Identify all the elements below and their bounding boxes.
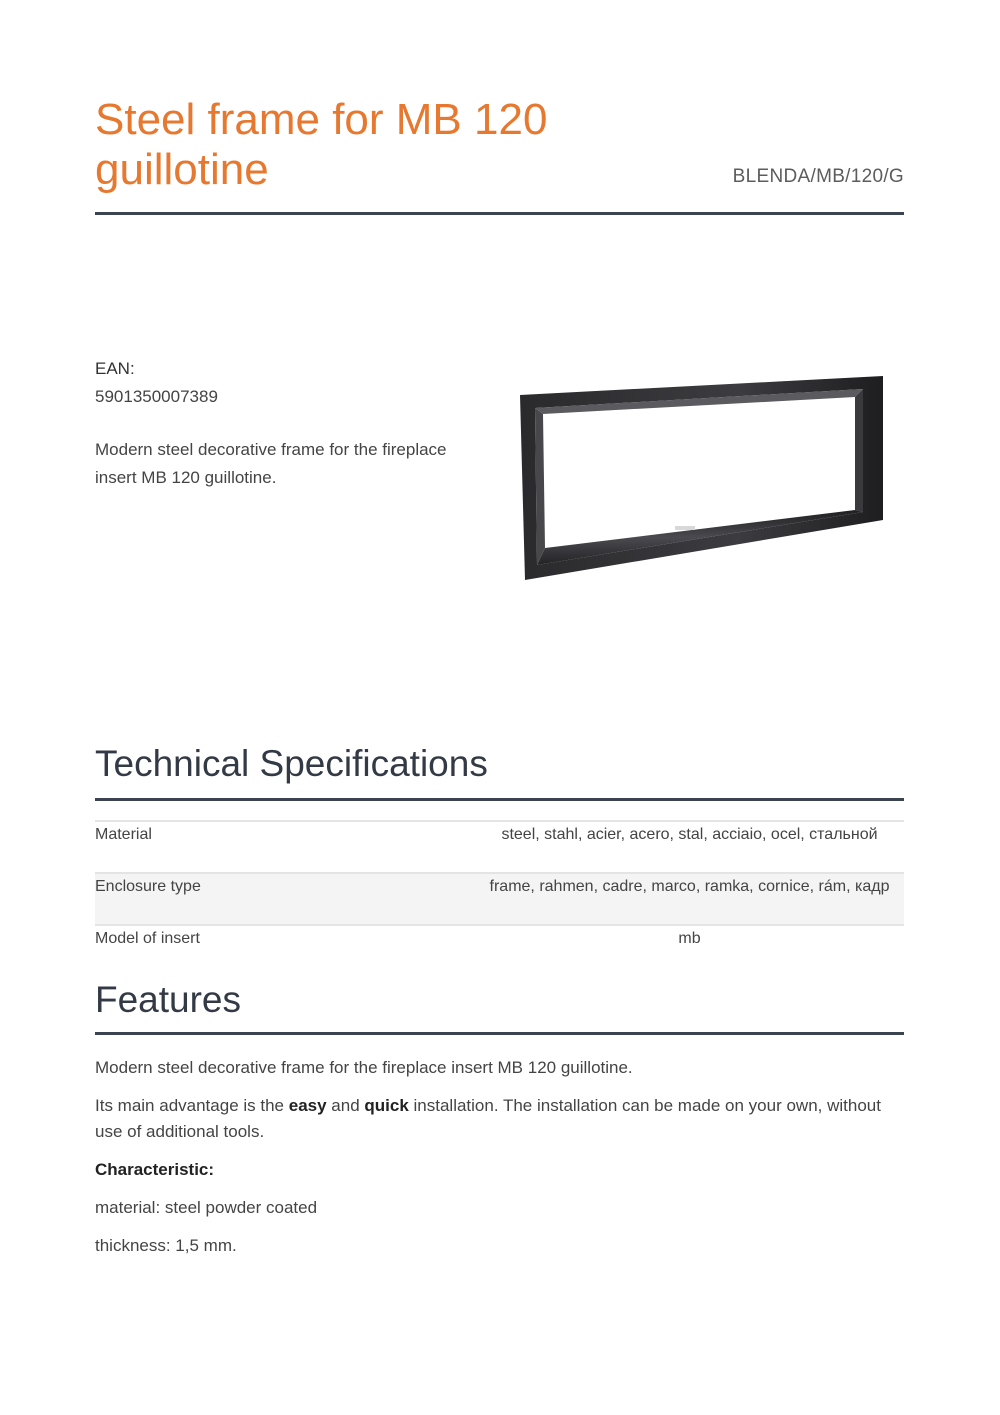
characteristic-material: material: steel powder coated — [95, 1198, 318, 1217]
features-paragraph — [95, 1093, 904, 1145]
spec-label: Material — [95, 826, 152, 843]
features-paragraph: Modern steel decorative frame for the fireplace insert MB 120 guillotine. — [95, 1058, 633, 1077]
table-row — [95, 873, 904, 925]
emphasis-easy: easy — [288, 1096, 327, 1115]
features-divider — [95, 1032, 904, 1035]
page-title: Steel frame for MB 120 guillotine — [95, 95, 548, 194]
table-row — [95, 925, 904, 953]
specs-title: Technical Specifications — [95, 743, 488, 784]
spec-value: frame, rahmen, cadre, marco, ramka, cornice, rám, кадр — [489, 878, 890, 895]
intro-description: Modern steel decorative frame for the fireplace insert MB 120 guillotine. — [95, 440, 447, 487]
ean-value: 5901350007389 — [95, 387, 218, 406]
emphasis-quick: quick — [364, 1096, 409, 1115]
features-body — [95, 1055, 904, 1271]
specs-table — [95, 820, 904, 953]
characteristic-heading — [95, 1157, 904, 1183]
table-row — [95, 821, 904, 873]
spec-label: Model of insert — [95, 930, 200, 947]
intro-block — [95, 358, 475, 492]
spec-value: steel, stahl, acier, acero, stal, acciaio, ocel, стальной — [501, 826, 878, 843]
ean-label: EAN: — [95, 359, 135, 378]
product-image — [515, 370, 895, 590]
features-title: Features — [95, 979, 242, 1020]
characteristic-label: Characteristic: — [95, 1160, 215, 1179]
spec-label: Enclosure type — [95, 878, 201, 895]
text-span: Its main advantage is the — [95, 1096, 289, 1115]
spec-value: mb — [678, 930, 701, 947]
characteristic-thickness: thickness: 1,5 mm. — [95, 1236, 237, 1255]
steel-frame-icon — [515, 370, 895, 590]
specs-divider — [95, 798, 904, 801]
page-header — [95, 95, 904, 215]
text-span: and — [326, 1096, 365, 1115]
text-span: installation. The installation can be made on your own, without use of additional tools. — [95, 1096, 881, 1141]
product-sku: BLENDA/MB/120/G — [732, 166, 904, 187]
